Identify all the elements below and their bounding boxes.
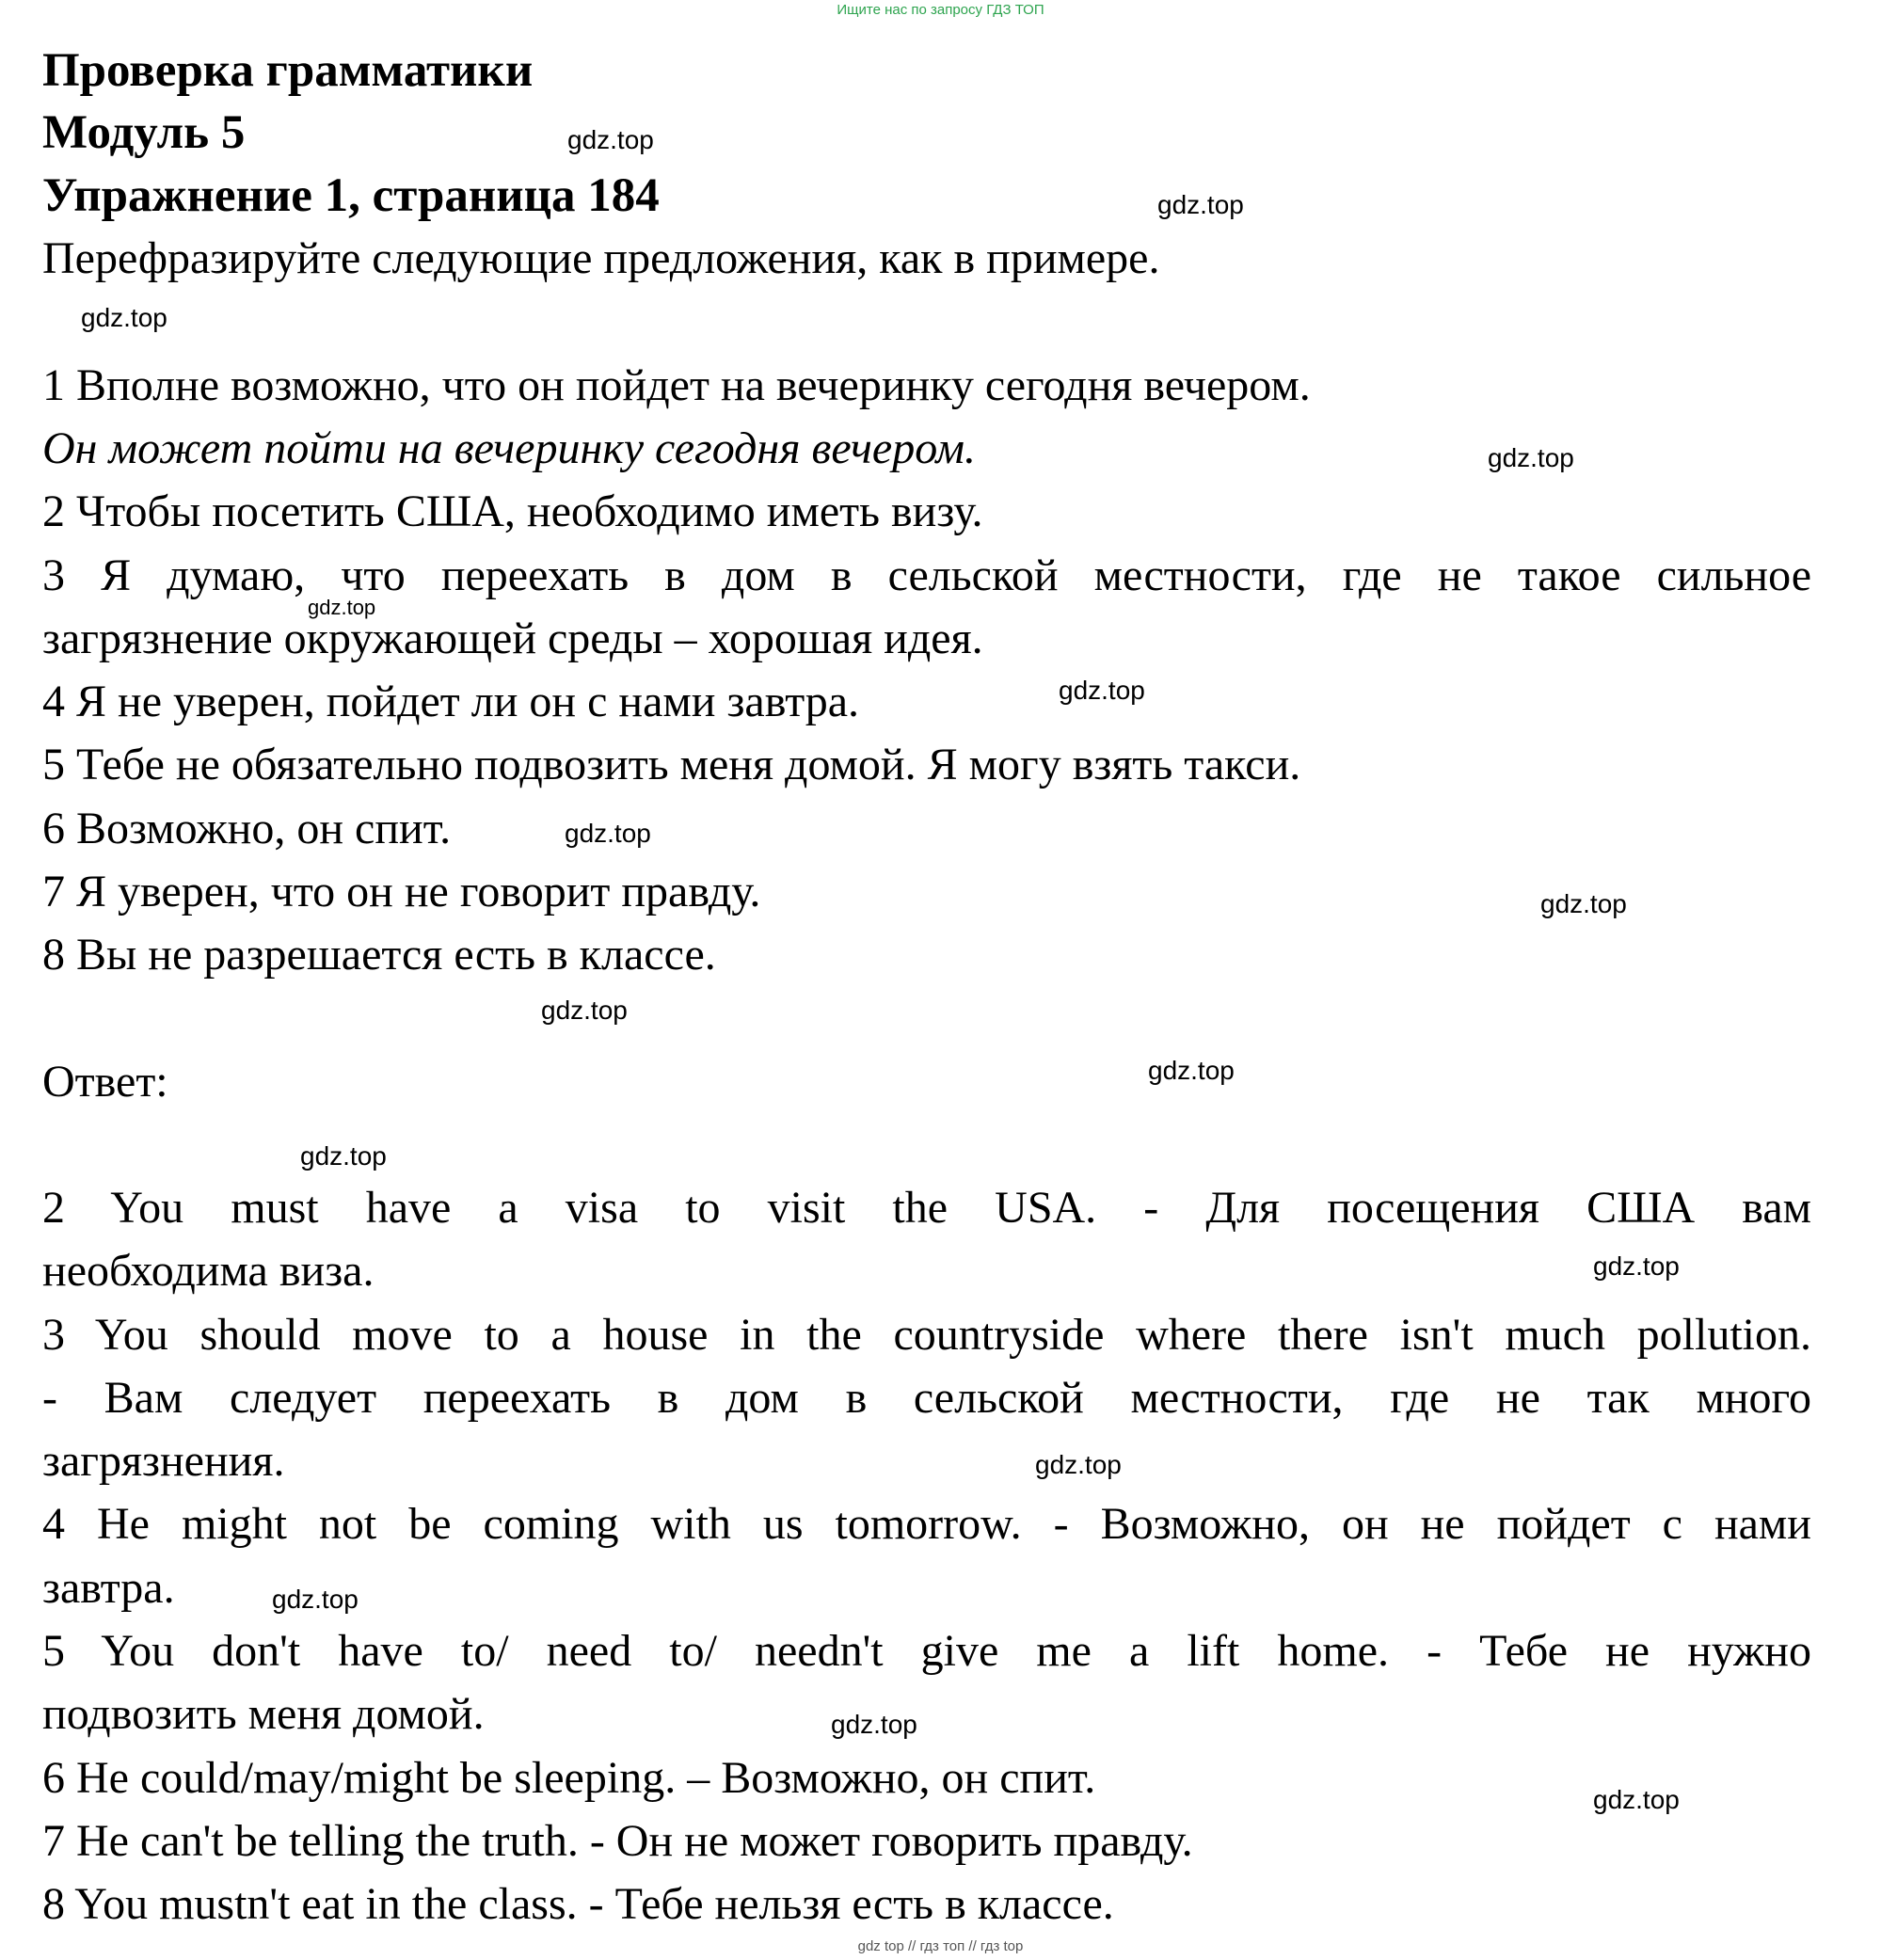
exercise-heading: Упражнение 1, страница 184 (42, 169, 660, 222)
watermark: gdz.top (81, 303, 167, 332)
example-answer: Он может пойти на вечеринку сегодня вечером. (42, 423, 977, 473)
watermark: gdz.top (1540, 889, 1627, 918)
watermark: gdz.top (1059, 676, 1145, 705)
task-line: 7 Я уверен, что он не говорит правду. (42, 867, 761, 916)
watermark: gdz.top (1593, 1251, 1680, 1281)
answer-line: 7 He can't be telling the truth. - Он не может говорить правду. (42, 1816, 1193, 1866)
task-line: 3 Я думаю, что переехать в дом в сельской местности, где не такое сильное (42, 550, 1811, 600)
watermark: gdz.top (1148, 1056, 1235, 1085)
task-line: 2 Чтобы посетить США, необходимо иметь визу. (42, 486, 983, 536)
answer-line: 6 He could/may/might be sleeping. – Возможно, он спит. (42, 1753, 1096, 1803)
watermark: gdz.top (831, 1710, 917, 1739)
top-banner: Ищите нас по запросу ГДЗ ТОП (837, 2, 1044, 18)
watermark: gdz.top (565, 819, 651, 848)
answer-line: 8 You mustn't eat in the class. - Тебе нельзя есть в классе. (42, 1879, 1114, 1929)
watermark: gdz.top (541, 996, 628, 1025)
answer-line: 2 You must have a visa to visit the USA. - Для посещения США вам (42, 1183, 1811, 1233)
watermark: gdz.top (272, 1585, 359, 1614)
watermark: gdz.top (1593, 1785, 1680, 1814)
task-line: 4 Я не уверен, пойдет ли он с нами завтра. (42, 677, 860, 726)
watermark: gdz.top (1157, 190, 1244, 219)
watermark: gdz.top (567, 125, 654, 154)
watermark: gdz.top (1488, 443, 1574, 472)
watermark: gdz.top (308, 596, 376, 619)
answer-label: Ответ: (42, 1057, 168, 1107)
instruction: Перефразируйте следующие предложения, как в примере. (42, 233, 1160, 283)
task-line: загрязнение окружающей среды – хорошая идея. (42, 613, 983, 663)
page-title: Проверка грамматики (42, 44, 534, 97)
task-line: 5 Тебе не обязательно подвозить меня домой. Я могу взять такси. (42, 740, 1301, 789)
answer-line: завтра. (42, 1563, 175, 1613)
task-line: 6 Возможно, он спит. (42, 804, 452, 853)
answer-line: 5 You don't have to/ need to/ needn't give me a lift home. - Тебе не нужно (42, 1626, 1811, 1676)
task-line: 8 Вы не разрешается есть в классе. (42, 930, 716, 980)
answer-line: 3 You should move to a house in the countryside where there isn't much pollution. (42, 1310, 1811, 1360)
answer-line: подвозить меня домой. (42, 1689, 485, 1739)
answer-line: 4 He might not be coming with us tomorrow. - Возможно, он не пойдет с нами (42, 1499, 1811, 1549)
watermark: gdz.top (300, 1141, 387, 1171)
answer-line: - Вам следует переехать в дом в сельской местности, где не так много (42, 1373, 1811, 1423)
task-line: 1 Вполне возможно, что он пойдет на вечеринку сегодня вечером. (42, 360, 1311, 410)
answer-line: необходима виза. (42, 1246, 375, 1296)
footer-banner: gdz top // гдз топ // гдз top (857, 1938, 1024, 1954)
answer-line: загрязнения. (42, 1436, 285, 1486)
watermark: gdz.top (1035, 1450, 1122, 1479)
module-heading: Модуль 5 (42, 106, 246, 159)
